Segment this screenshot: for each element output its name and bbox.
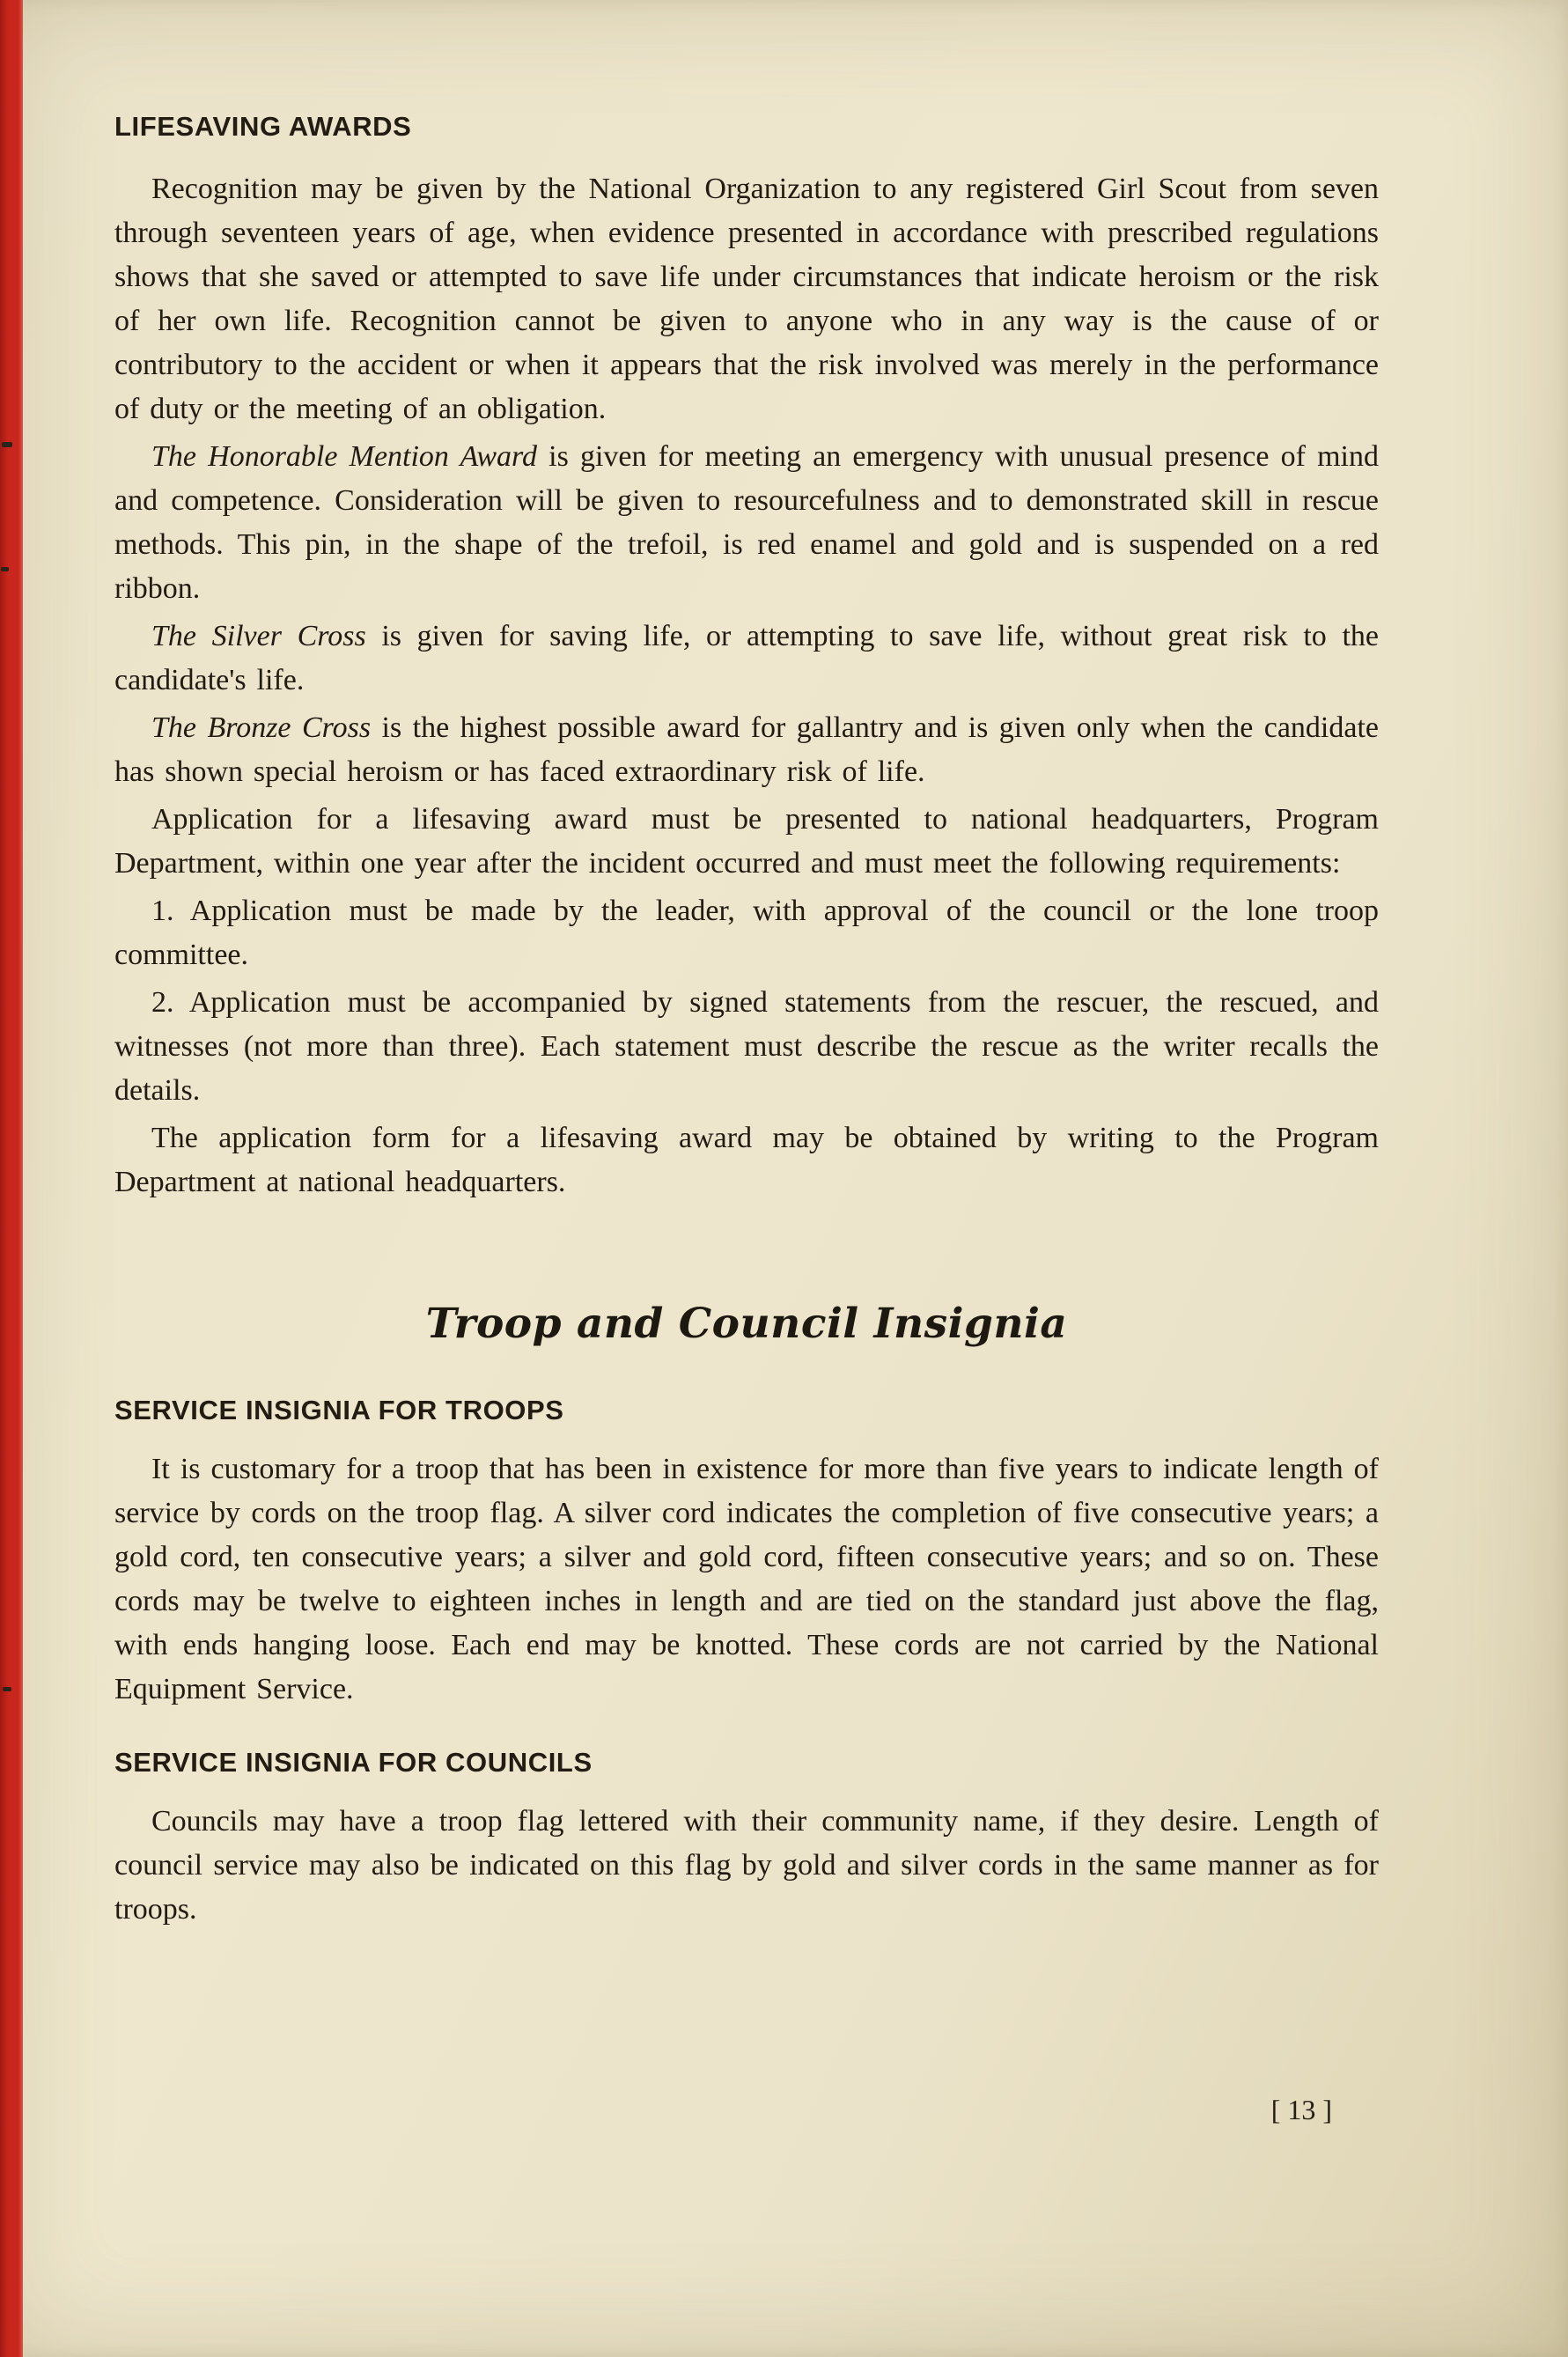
- heading-lifesaving-awards: LIFESAVING AWARDS: [114, 111, 412, 142]
- red-edge-stripe: [0, 0, 23, 2357]
- paragraph-silver-cross: [114, 615, 1379, 703]
- paragraph-recognition: Recognition may be given by the National Organization to any registered Girl Scout from seven through seventeen years of age, when evidence presented in accordance with prescribed regulations shows that she saved or attempted to save life under circumstances that indicate heroism or the risk of her own life. Recognition cannot be given to anyone who in any way is the cause of or contributory to the accident or when it appears that the risk involved was merely in the performance of duty or the meeting of an obligation.: [114, 173, 1379, 425]
- paragraph-bronze-cross-text: is the highest possible award for gallantry and is given only when the candidate has shown special heroism or has faced extraordinary risk of life.: [114, 711, 1379, 788]
- heading-service-insignia-troops: SERVICE INSIGNIA FOR TROOPS: [114, 1395, 564, 1425]
- paragraph-service-troops: It is customary for a troop that has been in existence for more than five years to indicate length of service by cords on the troop flag. A silver cord indicates the completion of five consecutive years; a gold cord, ten consecutive years; a silver and gold cord, fifteen consecutive years; and so on. These cords may be twelve to eighteen inches in length and are tied on the standard just above the flag, with ends hanging loose. Each end may be knotted. These cords are not carried by the National Equipment Service.: [114, 1453, 1379, 1705]
- award-name-bronze-cross: The Bronze Cross: [151, 711, 372, 744]
- heading-service-insignia-councils: SERVICE INSIGNIA FOR COUNCILS: [114, 1747, 593, 1778]
- paragraph-application-form: The application form for a lifesaving award may be obtained by writing to the Program Department at national headquarters.: [114, 1122, 1379, 1198]
- heading-troop-and-council-insignia: Troop and Council Insignia: [425, 1300, 1068, 1348]
- page-number: [ 13 ]: [1270, 2094, 1332, 2125]
- scan-speck: [2, 442, 12, 447]
- paragraph-requirement-2: 2. Application must be accompanied by signed statements from the rescuer, the rescued, and witnesses (not more than three). Each statement must describe the rescue as the writer recalls the details.: [114, 986, 1379, 1107]
- scan-speck: [1, 567, 9, 571]
- award-name-silver-cross: The Silver Cross: [151, 620, 366, 652]
- page-content: [114, 111, 1379, 1935]
- paragraph-application: Application for a lifesaving award must be presented to national headquarters, Program Department, within one year after the incident occurred and must meet the following requirements:: [114, 803, 1379, 880]
- paragraph-requirement-1: 1. Application must be made by the leader, with approval of the council or the lone troop committee.: [114, 895, 1379, 971]
- paragraph-service-councils: Councils may have a troop flag lettered with their community name, if they desire. Length of council service may also be indicated on this flag by gold and silver cords in the same manner as for troops.: [114, 1805, 1379, 1926]
- paragraph-silver-cross-text: is given for saving life, or attempting to save life, without great risk to the candidate's life.: [114, 620, 1379, 696]
- paragraph-honorable-mention-text: is given for meeting an emergency with unusual presence of mind and competence. Consideration will be given to resourcefulness and to demonstrated skill in rescue methods. This pin, in the shape of the trefoil, is red enamel and gold and is suspended on a red ribbon.: [114, 440, 1379, 605]
- scan-speck: [3, 1687, 11, 1691]
- award-name-honorable-mention: The Honorable Mention Award: [151, 440, 538, 473]
- paragraph-honorable-mention: [114, 435, 1379, 611]
- paragraph-bronze-cross: [114, 706, 1379, 794]
